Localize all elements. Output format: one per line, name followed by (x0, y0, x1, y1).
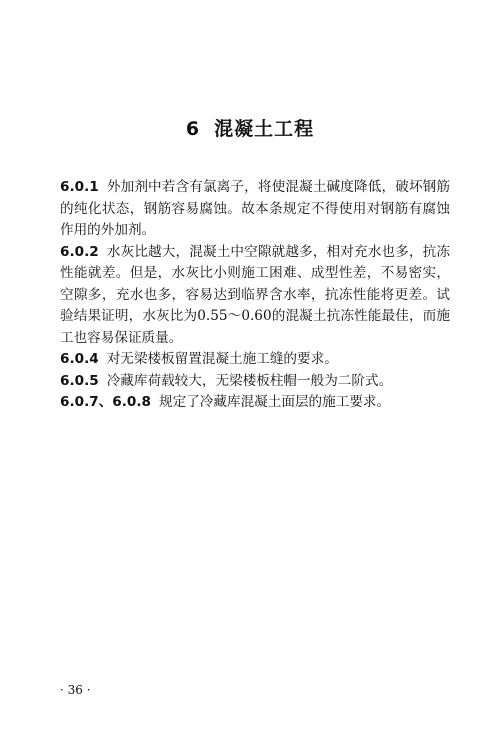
clause-number: 6.0.4 (60, 351, 99, 367)
paragraph-6-0-2 (60, 242, 450, 350)
paragraph-6-0-1 (60, 177, 450, 242)
page-number: · 36 · (60, 683, 91, 697)
clause-number: 6.0.7、6.0.8 (60, 394, 152, 410)
paragraph-text: 规定了冷藏库混凝土面层的施工要求。 (159, 394, 391, 410)
chapter-title (0, 114, 500, 141)
paragraph-text: 冷藏库荷载较大，无梁楼板柱帽一般为二阶式。 (106, 372, 393, 389)
chapter-number: 6 (185, 118, 201, 140)
paragraph-text: 水灰比越大，混凝土中空隙就越多，相对充水也多，抗冻性能就差。但是，水灰比小则施工困难、成型性差，不易密实，空隙多，充水也多，容易达到临界含水率，抗冻性能将更差。试验结果证明，水灰比为0.55～0.60的混凝土抗冻性能最佳，而施工也容易保证质量。 (60, 243, 450, 346)
commentary-body (60, 177, 450, 414)
paragraph-6-0-7-6-0-8 (60, 392, 450, 414)
clause-number: 6.0.1 (60, 179, 99, 195)
clause-number: 6.0.2 (60, 243, 99, 260)
clause-number: 6.0.5 (60, 372, 99, 389)
paragraph-6-0-5 (60, 371, 450, 393)
paragraph-text: 对无梁楼板留置混凝土施工缝的要求。 (106, 351, 338, 367)
paragraph-6-0-4 (60, 349, 450, 371)
chapter-title-text: 混凝土工程 (214, 118, 315, 140)
paragraph-text: 外加剂中若含有氯离子，将使混凝土碱度降低，破坏钢筋的纯化状态，钢筋容易腐蚀。故本条规定不得使用对钢筋有腐蚀作用的外加剂。 (60, 179, 450, 238)
